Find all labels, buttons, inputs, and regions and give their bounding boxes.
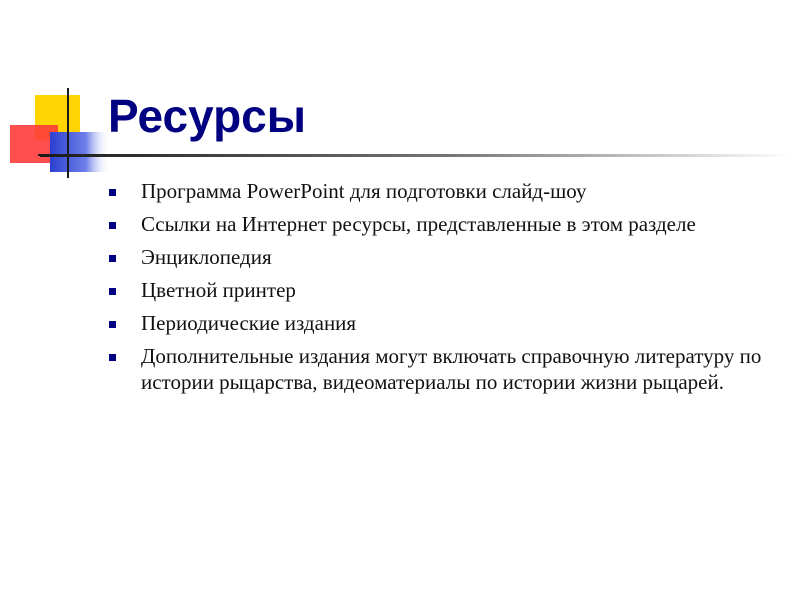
- blue-square: [50, 132, 110, 172]
- bullet-item: [108, 343, 768, 395]
- bullet-text: Периодические издания: [141, 311, 357, 335]
- square-bullet-icon: [109, 354, 116, 361]
- square-bullet-icon: [109, 321, 116, 328]
- square-bullet-icon: [109, 222, 116, 229]
- bullet-item: [108, 211, 768, 237]
- bullet-text: Программа PowerPoint для подготовки слайд-шоу: [141, 179, 587, 203]
- square-bullet-icon: [109, 255, 116, 262]
- bullet-text: Ссылки на Интернет ресурсы, представленные в этом разделе: [141, 212, 696, 236]
- bullet-item: [108, 178, 768, 204]
- square-bullet-icon: [109, 189, 116, 196]
- square-bullet-icon: [109, 288, 116, 295]
- bullet-text: Цветной принтер: [141, 278, 296, 302]
- bullet-list: [108, 178, 768, 402]
- slide-title: Ресурсы: [108, 90, 307, 142]
- bullet-text: Дополнительные издания могут включать справочную литературу по истории рыцарства, видеоматериалы по истории жизни рыцарей.: [141, 344, 762, 394]
- bullet-item: [108, 277, 768, 303]
- corner-decoration: [0, 0, 120, 190]
- bullet-item: [108, 310, 768, 336]
- bullet-item: [108, 244, 768, 270]
- bullet-text: Энциклопедия: [141, 245, 272, 269]
- title-underline: [40, 154, 792, 157]
